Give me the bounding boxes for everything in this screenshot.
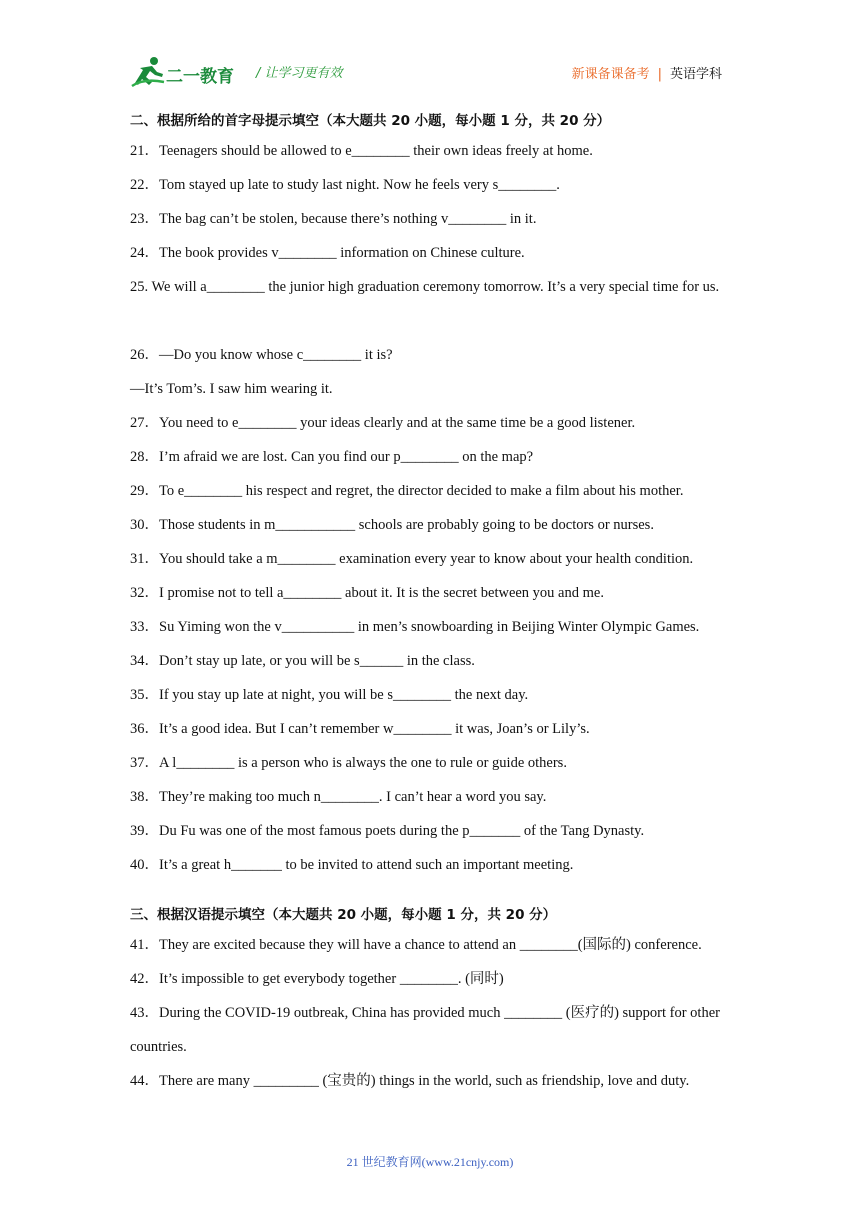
header-right bbox=[572, 63, 722, 82]
logo bbox=[130, 56, 242, 88]
question-43: 43．During the COVID-19 outbreak, China has provided much ________ (医疗的) support for other countries. bbox=[130, 1005, 720, 1055]
page-footer: 21 世纪教育网(www.21cnjy.com) bbox=[346, 1155, 514, 1169]
question-22: 22．Tom stayed up late to study last night. Now he feels very s________. bbox=[130, 177, 560, 193]
question-34: 34．Don’t stay up late, or you will be s______ in the class. bbox=[130, 653, 475, 669]
question-35: 35．If you stay up late at night, you will be s________ the next day. bbox=[130, 687, 529, 703]
runner-logo-icon bbox=[130, 56, 166, 88]
question-26-answer: —It’s Tom’s. I saw him wearing it. bbox=[130, 381, 333, 397]
question-38: 38．They’re making too much n________. I can’t hear a word you say. bbox=[130, 789, 547, 805]
question-36: 36．It’s a good idea. But I can’t remember w________ it was, Joan’s or Lily’s. bbox=[130, 721, 590, 737]
question-31: 31．You should take a m________ examination every year to know about your health condition. bbox=[130, 551, 694, 567]
header-label-subject: 英语学科 bbox=[669, 67, 722, 82]
question-39: 39．Du Fu was one of the most famous poets during the p_______ of the Tang Dynasty. bbox=[130, 823, 645, 839]
question-41: 41．They are excited because they will have a chance to attend an ________(国际的) conference. bbox=[130, 937, 702, 953]
section-gap bbox=[130, 882, 734, 902]
header-separator: | bbox=[657, 67, 662, 82]
question-24: 24．The book provides v________ information on Chinese culture. bbox=[130, 245, 525, 261]
header-label-prep: 新课备课备考 bbox=[571, 67, 650, 82]
section-2-title: 二、根据所给的首字母提示填空（本大题共 20 小题，每小题 1 分，共 20 分） bbox=[130, 113, 611, 129]
document-body bbox=[130, 108, 734, 1098]
question-30: 30．Those students in m___________ schools are probably going to be doctors or nurses. bbox=[130, 517, 654, 533]
question-32: 32．I promise not to tell a________ about it. It is the secret between you and me. bbox=[130, 585, 604, 601]
question-28: 28．I’m afraid we are lost. Can you find our p________ on the map? bbox=[130, 449, 534, 465]
slogan: / 让学习更有效 bbox=[256, 66, 343, 81]
section-3-title: 三、根据汉语提示填空（本大题共 20 小题，每小题 1 分，共 20 分） bbox=[130, 907, 557, 923]
question-33: 33．Su Yiming won the v__________ in men’s snowboarding in Beijing Winter Olympic Games. bbox=[130, 619, 700, 635]
question-40: 40．It’s a great h_______ to be invited to attend such an important meeting. bbox=[130, 857, 574, 873]
question-26: 26．—Do you know whose c________ it is? bbox=[130, 347, 393, 363]
page-header bbox=[130, 56, 730, 90]
question-23: 23．The bag can’t be stolen, because there’s nothing v________ in it. bbox=[130, 211, 537, 227]
question-44: 44．There are many _________ (宝贵的) things in the world, such as friendship, love and duty. bbox=[130, 1073, 690, 1089]
question-37: 37．A l________ is a person who is always the one to rule or guide others. bbox=[130, 755, 567, 771]
question-42: 42．It’s impossible to get everybody together ________. (同时) bbox=[130, 971, 504, 987]
logo-text: 二一教育 bbox=[166, 67, 234, 87]
question-27: 27．You need to e________ your ideas clearly and at the same time be a good listener. bbox=[130, 415, 636, 431]
question-25: 25. We will a________ the junior high graduation ceremony tomorrow. It’s a very special time for us. bbox=[130, 279, 720, 295]
question-29: 29．To e________ his respect and regret, the director decided to make a film about his mother. bbox=[130, 483, 684, 499]
question-21: 21．Teenagers should be allowed to e________ their own ideas freely at home. bbox=[130, 143, 593, 159]
